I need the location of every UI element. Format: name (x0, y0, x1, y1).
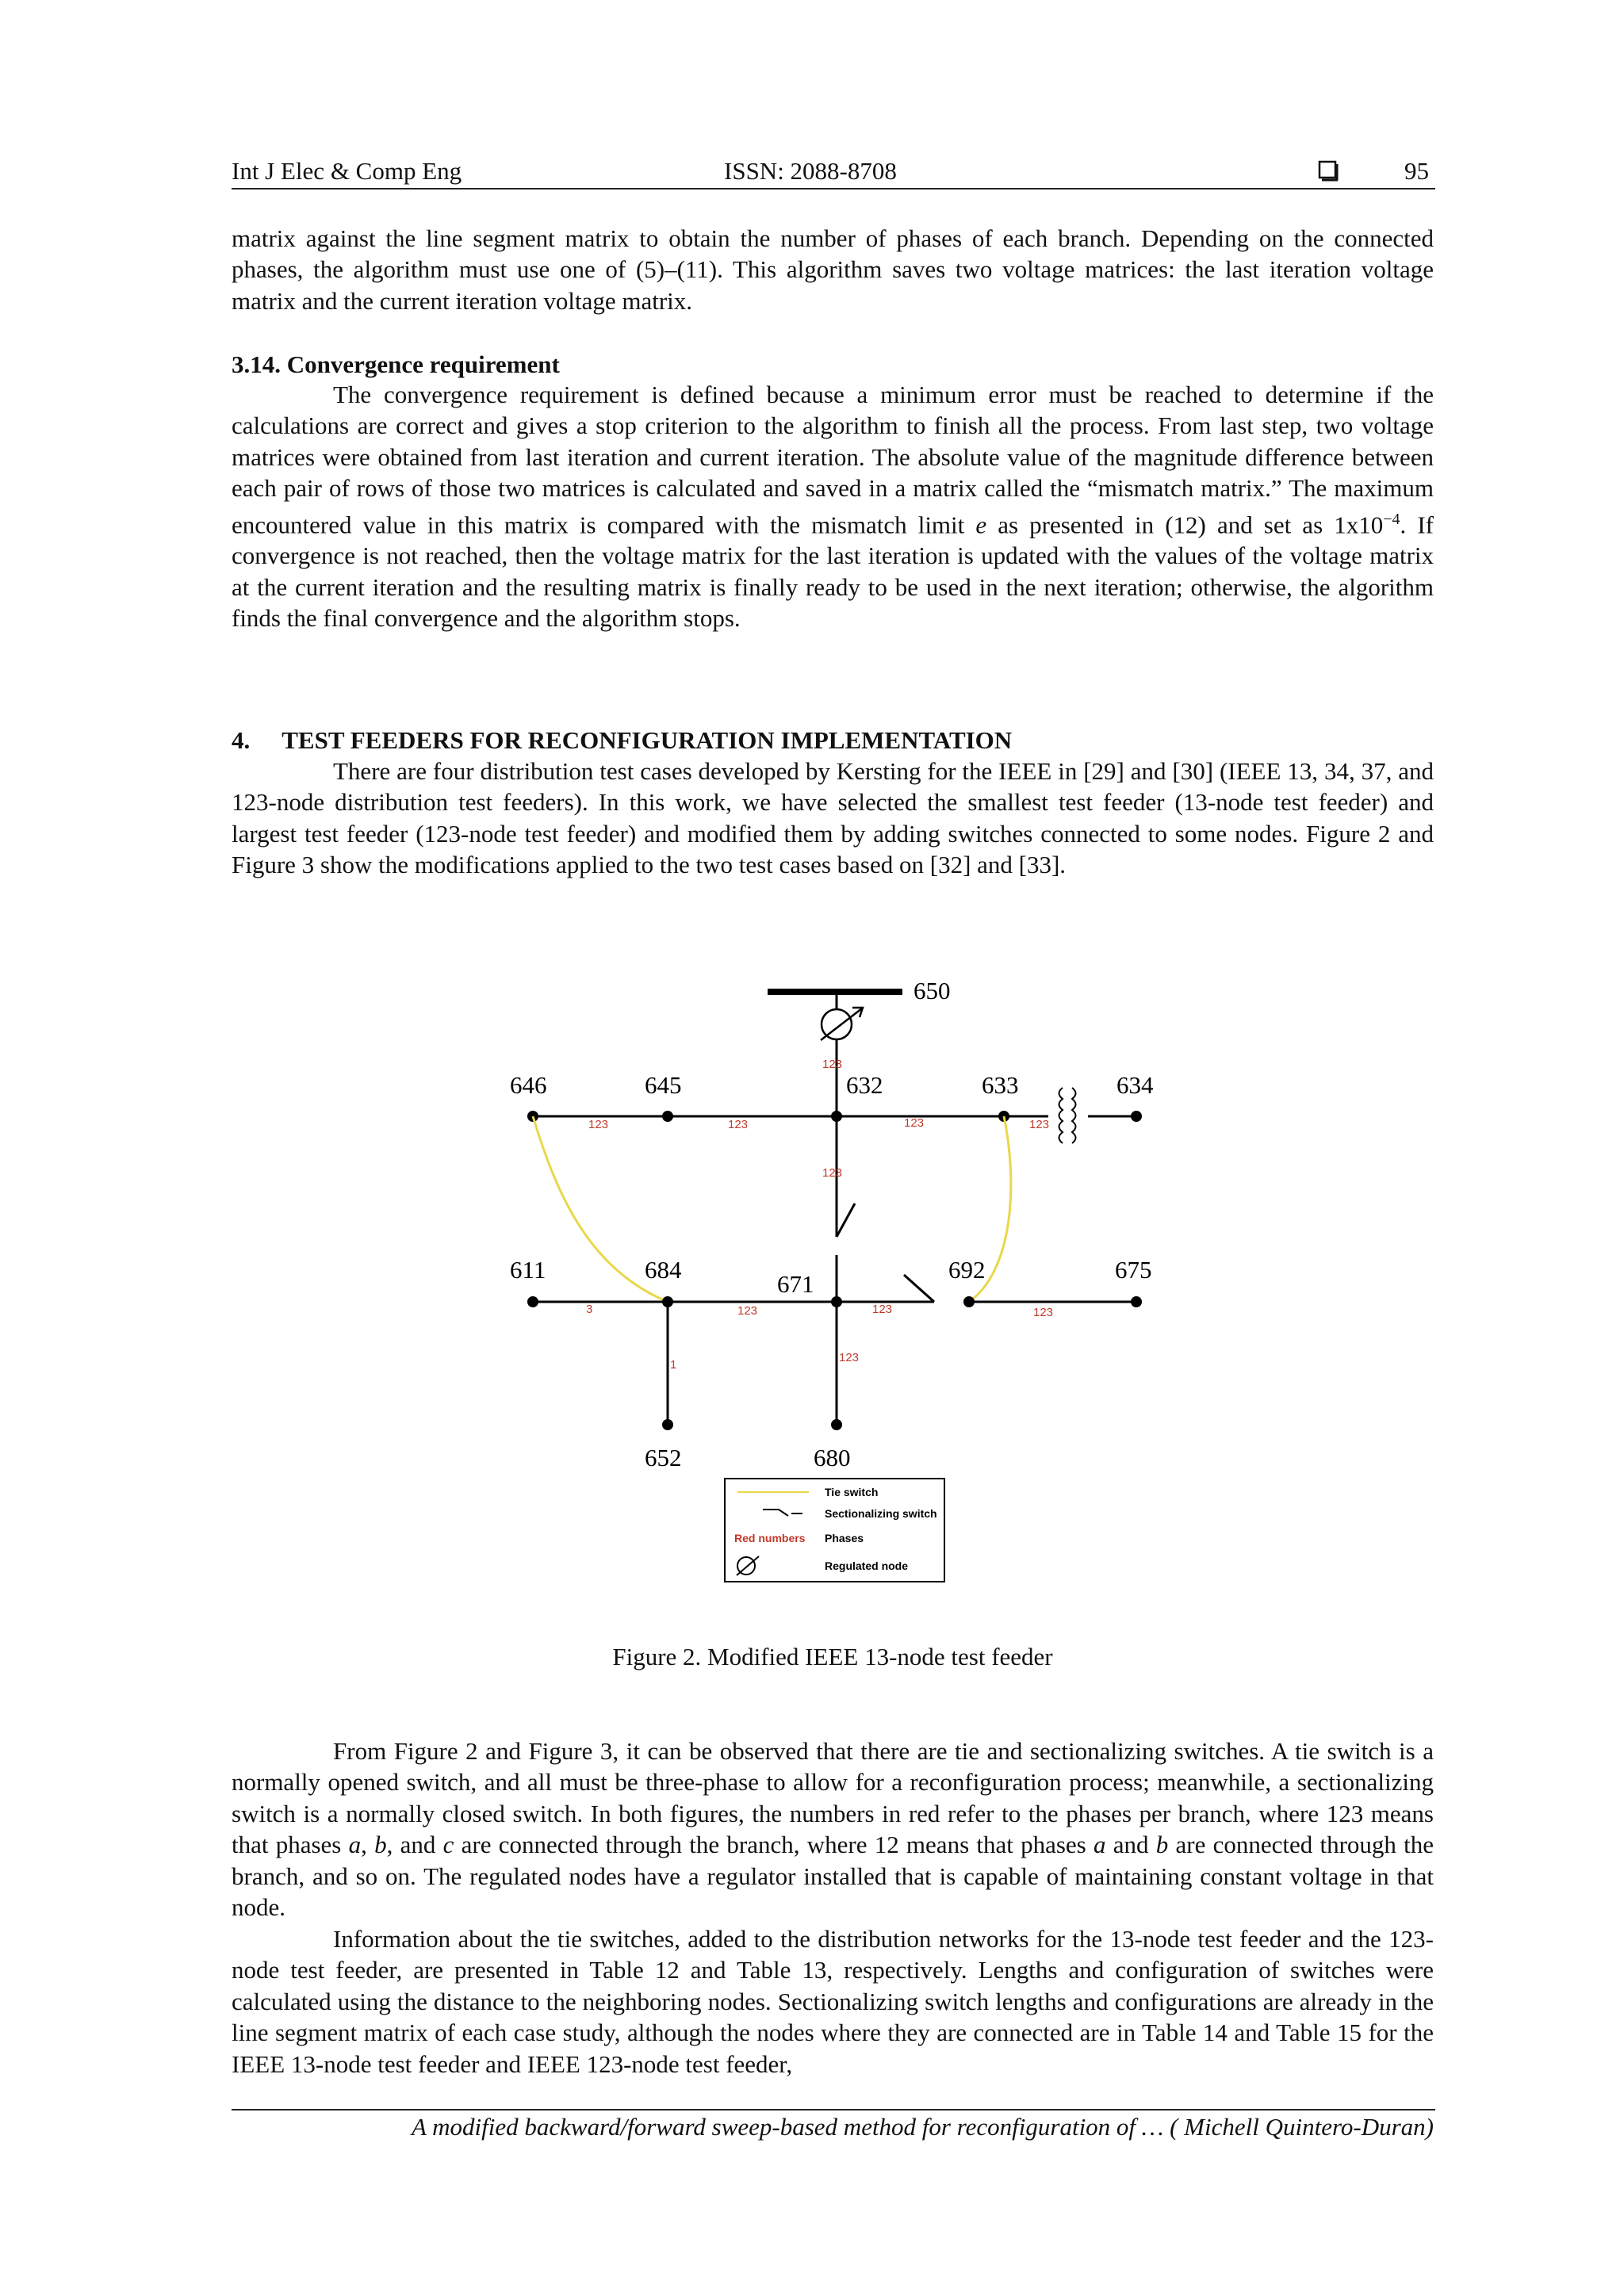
node-652 (662, 1419, 673, 1430)
issn: ISSN: 2088-8708 (724, 157, 897, 185)
phase-645-632: 123 (728, 1118, 749, 1131)
phase-633-634: 123 (1029, 1118, 1050, 1131)
svg-text:Red numbers: Red numbers (734, 1532, 806, 1544)
svg-text:Sectionalizing switch: Sectionalizing switch (825, 1507, 937, 1520)
node-671-label: 671 (777, 1270, 814, 1298)
node-650-label: 650 (914, 977, 951, 1004)
svg-text:Phases: Phases (825, 1532, 864, 1544)
phase-692-675: 123 (1033, 1306, 1054, 1319)
node-611-label: 611 (510, 1256, 546, 1284)
footer-rule (232, 2109, 1435, 2110)
journal-name: Int J Elec & Comp Eng (232, 157, 462, 185)
phase-632-671: 123 (822, 1166, 843, 1180)
figure-2-caption: Figure 2. Modified IEEE 13-node test feeder (612, 1643, 1053, 1670)
node-633-label: 633 (982, 1071, 1019, 1099)
phase-646-645: 123 (588, 1118, 609, 1131)
node-634-label: 634 (1116, 1071, 1154, 1099)
node-684-label: 684 (645, 1256, 682, 1284)
tie-switch-info-paragraph: Information about the tie switches, added to the distribution networks for the 13-node test feeder and the 123-node test feeder, are presented in Table 12 and Table 13, respectively. Lengths and configuration of switches were calculated using the distance to the neighboring nodes. Sectionalizing switch lengths and configurations are already in the line segment matrix of each case study, although the nodes where they are connected are in Table 14 and Table 15 for the IEEE 13-node test feeder and IEEE 123-node test feeder, (232, 1925, 1434, 2078)
page-number: 95 (1404, 157, 1429, 185)
svg-text:Regulated node: Regulated node (825, 1559, 909, 1572)
section-4-heading: 4. TEST FEEDERS FOR RECONFIGURATION IMPLEMENTATION (232, 726, 1013, 754)
phase-671-692: 123 (872, 1303, 893, 1316)
node-675-label: 675 (1115, 1256, 1152, 1284)
phase-671-680: 123 (839, 1351, 860, 1364)
regulator-icon (821, 1008, 863, 1040)
sectionalizing-switch-632-671 (837, 1203, 855, 1237)
phase-650-632: 123 (822, 1058, 843, 1071)
intro-paragraph: matrix against the line segment matrix to obtain the number of phases of each branch. Depending on the connected phases, the algorithm must use one of (5)–(11). This algorithm saves two voltage matrices: the last iteration voltage matrix and the current iteration voltage matrix. (232, 224, 1434, 315)
phase-632-633: 123 (904, 1116, 925, 1130)
figure-legend (725, 1479, 944, 1582)
test-feeders-paragraph: There are four distribution test cases developed by Kersting for the IEEE in [29] and [30] (IEEE 13, 34, 37, and 123-node distribution test feeders). In this work, we have selected the smallest test feeder (13-node test feeder) and largest test feeder (123-node test feeder) and modified them by adding switches connected to some nodes. Figure 2 and Figure 3 show the modifications applied to the two test cases based on [32] and [33]. (232, 757, 1434, 879)
phase-611-684: 3 (586, 1303, 593, 1316)
switches-paragraph: From Figure 2 and Figure 3, it can be observed that there are tie and sectionalizing switches. A tie switch is a normally opened switch, and all must be three-phase to allow for a reconfiguration process; meanwhile, a sectionalizing switch is a normally closed switch. In both figures, the numbers in red refer to the phases per branch, where 123 means that phases a, b, and c are connected through the branch, where 12 means that phases a and b are connected through the branch, and so on. The regulated nodes have a regulator installed that is capable of maintaining constant voltage in that node. (232, 1737, 1434, 1922)
header-rule (232, 188, 1435, 189)
node-692 (963, 1296, 975, 1307)
convergence-paragraph: The convergence requirement is defined because a minimum error must be reached to determine if the calculations are correct and gives a stop criterion to the algorithm to finish all the process. From last step, two voltage matrices were obtained from last iteration and current iteration. The absolute value of the magnitude difference between each pair of rows of those two matrices is calculated and saved in a matrix called the “mismatch matrix.” The maximum encountered value in this matrix is compared with the mismatch limit e as presented in (12) and set as $1x10^{-4}$. If convergence is not reached, then the voltage matrix for the last iteration is updated with the values of the voltage matrix at the current iteration and the resulting matrix is finally ready to be used in the next iteration; otherwise, the algorithm finds the final convergence and the algorithm stops. (232, 381, 1434, 633)
ieee-13-node-diagram (476, 967, 1189, 1601)
phase-684-671: 123 (737, 1304, 758, 1318)
node-680-label: 680 (814, 1444, 851, 1471)
checkbox-icon (1318, 158, 1339, 189)
node-646-label: 646 (510, 1071, 547, 1099)
node-634 (1131, 1111, 1142, 1122)
node-611 (527, 1296, 538, 1307)
node-645-label: 645 (645, 1071, 682, 1099)
node-675 (1131, 1296, 1142, 1307)
node-692-label: 692 (948, 1256, 986, 1284)
node-680 (831, 1419, 842, 1430)
phase-684-652: 1 (670, 1358, 677, 1372)
node-652-label: 652 (645, 1444, 682, 1471)
svg-text:Tie switch: Tie switch (825, 1486, 879, 1498)
node-632-label: 632 (846, 1071, 883, 1099)
node-645 (662, 1111, 673, 1122)
running-footer: A modified backward/forward sweep-based method for reconfiguration of … ( Michell Quintero-Duran) (412, 2113, 1434, 2141)
sectionalizing-switch-671-692 (904, 1275, 934, 1302)
section-3-14-heading: 3.14. Convergence requirement (232, 350, 560, 378)
